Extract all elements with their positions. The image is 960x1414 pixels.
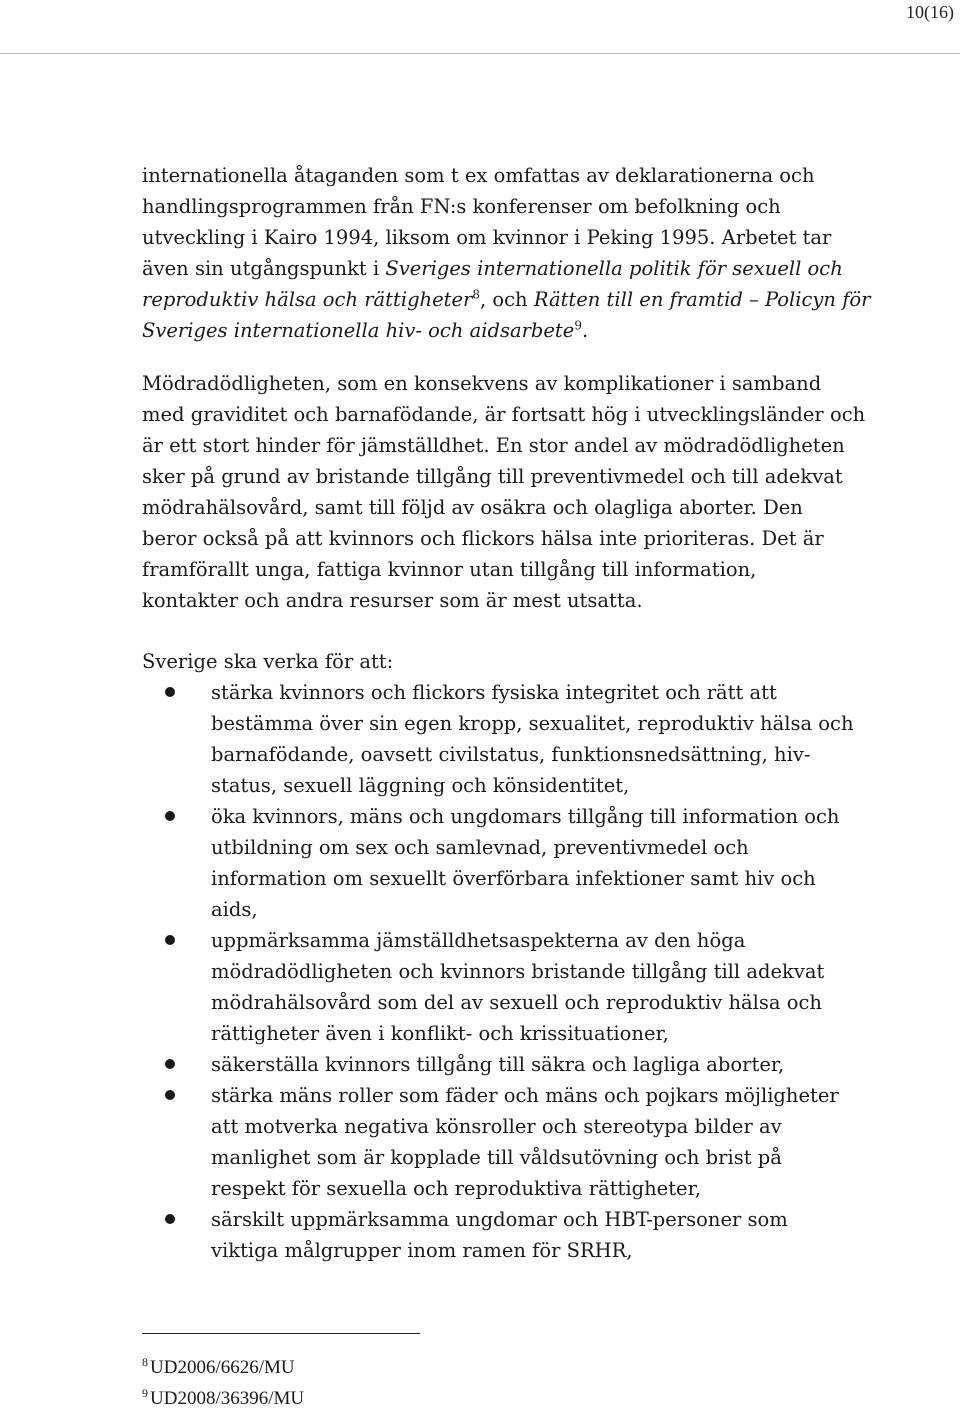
footnote-reference: 9 [574,318,582,333]
header-divider [0,53,960,54]
bullet-icon [165,811,175,821]
list-item-line: aids, [211,898,258,921]
list-item-line: mödradödligheten och kvinnors bristande tillgång till adekvat [211,960,825,983]
footnote-divider [142,1333,420,1334]
footnote-text: UD2008/36396/MU [150,1388,305,1409]
document-title-italic: Rätten till en framtid – Policyn för [533,288,871,311]
list-item-line: status, sexuell läggning och könsidentitet, [211,774,630,797]
list-intro: Sverige ska verka för att: [142,650,394,673]
footnote [142,1352,304,1383]
bullet-icon [165,1214,175,1224]
paragraph-line: beror också på att kvinnors och flickors hälsa inte prioriteras. Det är [142,527,824,550]
paragraph-line: Mödradödligheten, som en konsekvens av komplikationer i samband [142,372,822,395]
list-item-line: bestämma över sin egen kropp, sexualitet, reproduktiv hälsa och [211,712,854,735]
footnote-mark: 8 [142,1354,148,1369]
footnote-text: UD2006/6626/MU [150,1357,295,1378]
list-item-line: särskilt uppmärksamma ungdomar och HBT-personer som [211,1208,788,1231]
text-run: handlingsprogrammen från FN:s konferenser om befolkning och [142,195,781,218]
text-run: även sin utgångspunkt i [142,257,386,280]
document-title-italic: Sveriges internationella hiv- och aidsarbete [142,319,575,342]
footnote-mark: 9 [142,1385,148,1400]
list-item-line: uppmärksamma jämställdhetsaspekterna av den höga [211,929,746,952]
bullet-icon [165,1059,175,1069]
text-run: internationella åtaganden som t ex omfattas av deklarationerna och [142,164,815,187]
paragraph-line [142,191,854,222]
paragraph-line: är ett stort hinder för jämställdhet. En stor andel av mödradödligheten [142,434,845,457]
paragraph-line [142,315,854,346]
list-item-line: mödrahälsovård som del av sexuell och reproduktiv hälsa och [211,991,822,1014]
footnote-reference: 8 [472,287,480,302]
paragraph-line: mödrahälsovård, samt till följd av osäkra och olagliga aborter. Den [142,496,803,519]
text-run: , och [480,288,534,311]
document-body [142,160,871,1266]
list-item-line: manlighet som är kopplade till våldsutövning och brist på [211,1146,782,1169]
list-item [142,1049,854,1080]
list-item [142,925,854,1049]
list-item-line: information om sexuellt överförbara infektioner samt hiv och [211,867,816,890]
paragraph-line [142,160,854,191]
list-item-line: stärka kvinnors och flickors fysiska integritet och rätt att [211,681,777,704]
list-item-line: respekt för sexuella och reproduktiva rättigheter, [211,1177,701,1200]
list-item-line: barnafödande, oavsett civilstatus, funktionsnedsättning, hiv- [211,743,811,766]
paragraph-maternal-mortality [142,368,866,616]
list-item-line: stärka mäns roller som fäder och mäns och pojkars möjligheter [211,1084,839,1107]
list-item-line: utbildning om sex och samlevnad, preventivmedel och [211,836,749,859]
paragraph-line: framförallt unga, fattiga kvinnor utan tillgång till information, [142,558,757,581]
paragraph-line: sker på grund av bristande tillgång till preventivmedel och till adekvat [142,465,843,488]
bullet-icon [165,1090,175,1100]
paragraph-line [142,222,854,253]
paragraph-line [142,284,871,315]
footnotes [142,1352,304,1414]
bullet-icon [165,687,175,697]
bullet-list [142,677,854,1266]
document-title-italic: Sveriges internationella politik för sexuell och [385,257,843,280]
text-run: . [581,319,589,342]
page-number: 10(16) [906,2,954,22]
list-item-line: öka kvinnors, mäns och ungdomars tillgång till information och [211,805,840,828]
paragraph-line [142,253,854,284]
paragraph-line: med graviditet och barnafödande, är fortsatt hög i utvecklingsländer och [142,403,866,426]
list-item [142,1204,854,1266]
paragraph-line: kontakter och andra resurser som är mest utsatta. [142,589,643,612]
list-item-line: viktiga målgrupper inom ramen för SRHR, [211,1239,633,1262]
document-title-italic: reproduktiv hälsa och rättigheter [142,288,473,311]
list-item-line: rättigheter även i konflikt- och krissituationer, [211,1022,669,1045]
list-item [142,801,854,925]
paragraph-commitments [142,160,871,346]
list-item [142,1080,854,1204]
bullet-icon [165,935,175,945]
list-item [142,677,854,801]
list-item-line: att motverka negativa könsroller och stereotypa bilder av [211,1115,782,1138]
text-run: utveckling i Kairo 1994, liksom om kvinnor i Peking 1995. Arbetet tar [142,226,832,249]
footnote [142,1383,304,1414]
list-item-line: säkerställa kvinnors tillgång till säkra och lagliga aborter, [211,1053,785,1076]
